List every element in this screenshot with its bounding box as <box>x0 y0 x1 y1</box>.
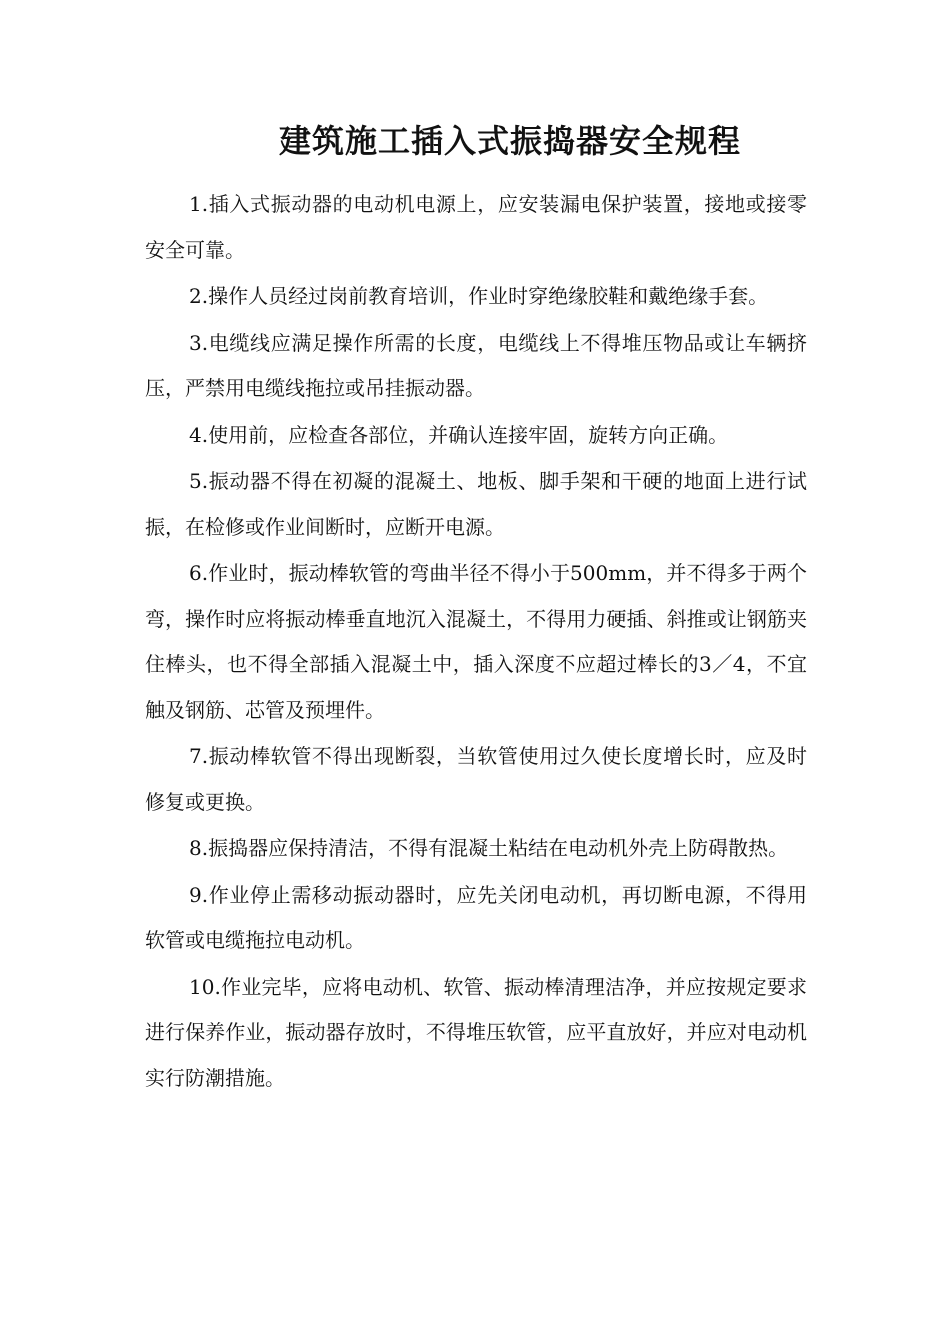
rule-paragraph-3: 3.电缆线应满足操作所需的长度，电缆线上不得堆压物品或让车辆挤压，严禁用电缆线拖拉或吊挂振动器。 <box>145 330 807 400</box>
rule-paragraph-5: 5.振动器不得在初凝的混凝土、地板、脚手架和干硬的地面上进行试振，在检修或作业间断时，应断开电源。 <box>145 469 807 539</box>
rule-paragraph-10: 10.作业完毕，应将电动机、软管、振动棒清理洁净，并应按规定要求进行保养作业，振动器存放时，不得堆压软管，应平直放好，并应对电动机实行防潮措施。 <box>145 974 807 1090</box>
rule-paragraph-9: 9.作业停止需移动振动器时，应先关闭电动机，再切断电源，不得用软管或电缆拖拉电动机。 <box>145 882 807 952</box>
rule-paragraph-8: 8.振捣器应保持清洁，不得有混凝土粘结在电动机外壳上防碍散热。 <box>189 836 789 860</box>
document-title: 建筑施工插入式振捣器安全规程 <box>278 122 741 160</box>
rule-paragraph-4: 4.使用前，应检查各部位，并确认连接牢固，旋转方向正确。 <box>189 422 729 447</box>
rule-paragraph-6: 6.作业时，振动棒软管的弯曲半径不得小于500mm，并不得多于两个弯，操作时应将振动棒垂直地沉入混凝土，不得用力硬插、斜推或让钢筋夹住棒头，也不得全部插入混凝土中，插入深度不应超过棒长的3／4，不宜触及钢筋、芯管及预埋件。 <box>145 561 807 722</box>
rule-paragraph-7: 7.振动棒软管不得出现断裂，当软管使用过久使长度增长时，应及时修复或更换。 <box>145 744 807 814</box>
rule-paragraph-2: 2.操作人员经过岗前教育培训，作业时穿绝缘胶鞋和戴绝缘手套。 <box>189 284 769 308</box>
rule-paragraph-1: 1.插入式振动器的电动机电源上，应安装漏电保护装置，接地或接零安全可靠。 <box>145 192 807 262</box>
document-body <box>145 182 807 1102</box>
